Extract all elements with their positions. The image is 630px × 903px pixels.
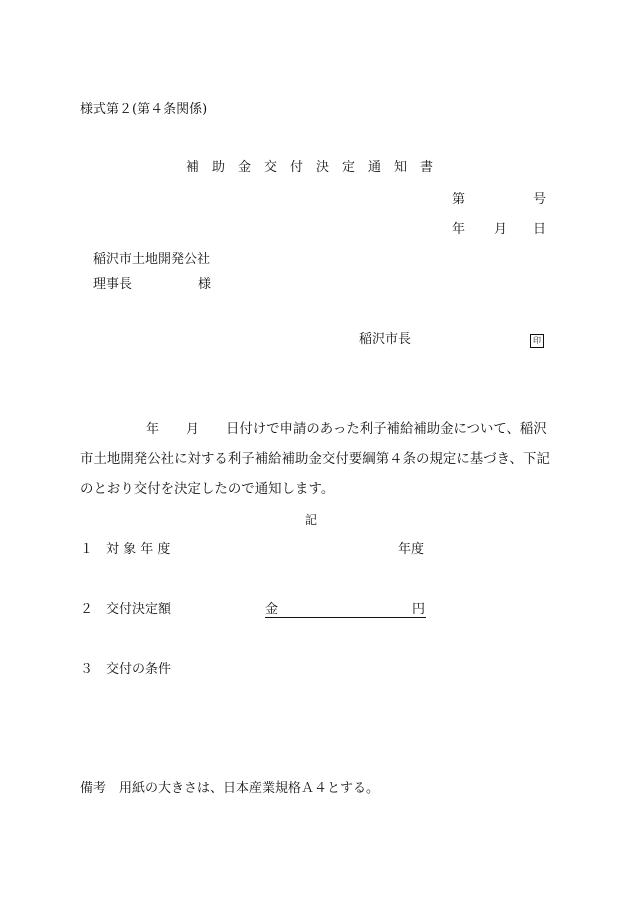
seal-mark: 印 — [530, 334, 544, 348]
body-line-3: のとおり交付を決定したので通知します。 — [80, 482, 335, 497]
item-year-suffix: 年度 — [398, 542, 425, 557]
title-char: 定 — [342, 160, 356, 175]
addressee-sama: 様 — [198, 277, 212, 292]
amount-en: 円 — [412, 602, 426, 617]
ki-label: 記 — [305, 513, 318, 527]
item-number: ２ — [80, 602, 94, 617]
body-line-2: 市土地開発公社に対する利子補給補助金交付要綱第４条の規定に基づき、下記 — [80, 452, 550, 467]
item-number: １ — [80, 542, 94, 557]
note: 備考 用紙の大きさは、日本産業規格Ａ４とする。 — [80, 781, 380, 796]
addressee-org: 稲沢市土地開発公社 — [93, 252, 211, 267]
title-char: 助 — [212, 160, 226, 175]
body-month: 月 — [186, 422, 200, 437]
amount-underline — [265, 617, 426, 618]
form-label: 様式第２(第４条関係) — [80, 102, 208, 117]
body-line-1: 日付けで申請のあった利子補給補助金について、稲沢 — [226, 422, 547, 437]
item-label-amount: 交付決定額 — [106, 602, 172, 617]
amount-kin: 金 — [265, 602, 279, 617]
number-gou: 号 — [533, 192, 547, 207]
issuer-name: 稲沢市長 — [359, 332, 412, 347]
title-char: 書 — [420, 160, 434, 175]
date-year: 年 — [452, 222, 466, 237]
title-char: 交 — [264, 160, 278, 175]
item-label-conditions: 交付の条件 — [106, 662, 172, 677]
number-dai: 第 — [452, 192, 466, 207]
item-number: ３ — [80, 662, 94, 677]
date-month: 月 — [494, 222, 508, 237]
title-char: 通 — [368, 160, 382, 175]
title-char: 決 — [316, 160, 330, 175]
title-char: 金 — [238, 160, 252, 175]
addressee-role: 理事長 — [93, 277, 133, 292]
title-char: 知 — [394, 160, 408, 175]
title-char: 付 — [290, 160, 304, 175]
date-day: 日 — [533, 222, 547, 237]
title-char: 補 — [186, 160, 200, 175]
item-label-target-year: 対 象 年 度 — [106, 542, 171, 557]
body-year: 年 — [146, 422, 160, 437]
